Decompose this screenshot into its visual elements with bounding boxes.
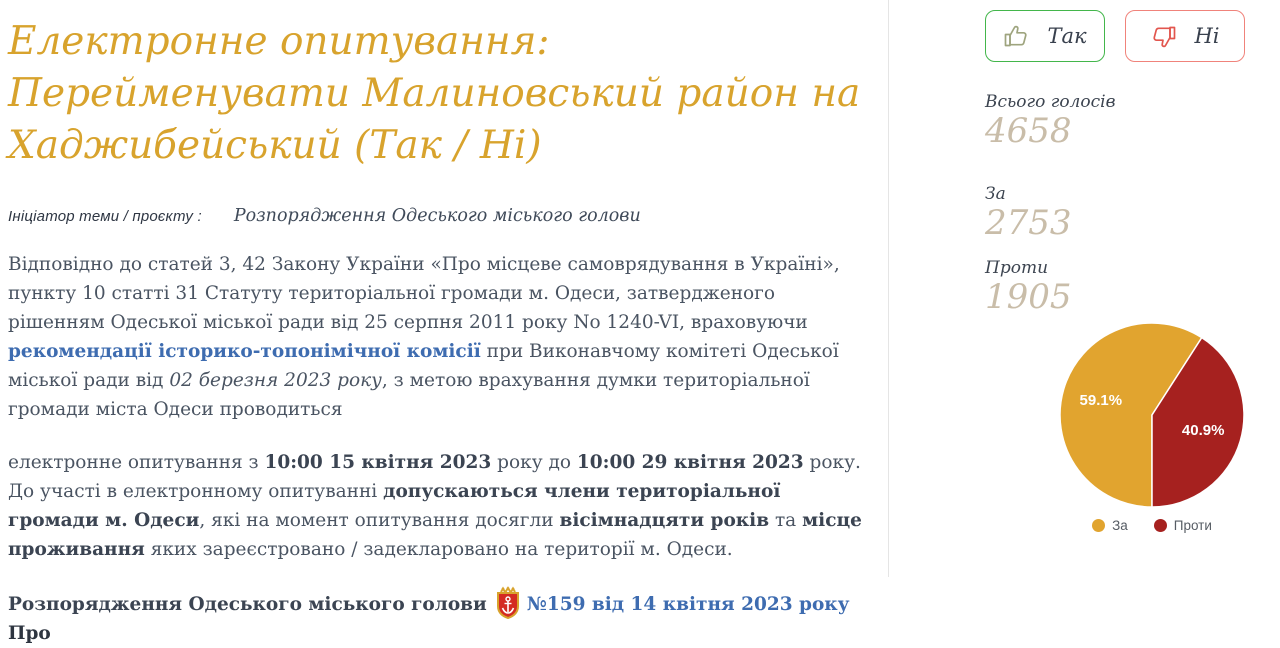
text-segment: Про bbox=[8, 623, 51, 644]
end-datetime: 10:00 29 квітня 2023 bbox=[576, 452, 804, 473]
vote-pie-chart bbox=[1057, 320, 1247, 533]
residence-bold: місце проживання bbox=[8, 510, 862, 560]
vertical-divider bbox=[888, 0, 889, 577]
odesa-coat-of-arms-icon bbox=[495, 587, 521, 619]
text-segment: , які на момент опитування досягли bbox=[199, 510, 560, 531]
initiator-value: Розпорядження Одеського міського голови bbox=[233, 206, 641, 226]
page-title bbox=[8, 16, 876, 172]
title-line: Хаджибейський (Так / Ні) bbox=[8, 123, 542, 168]
legend-item bbox=[1154, 518, 1212, 533]
text-segment: року. До участі в електронному опитуванні bbox=[8, 452, 861, 502]
main-content bbox=[8, 0, 876, 648]
pie-legend bbox=[1057, 518, 1247, 533]
order-number-link[interactable]: №159 від 14 квітня 2023 року bbox=[526, 594, 850, 615]
order-title-bold: Розпорядження Одеського міського голови bbox=[8, 594, 487, 615]
paragraph-order bbox=[8, 587, 876, 648]
pie-chart-svg bbox=[1057, 320, 1247, 510]
start-datetime: 10:00 15 квітня 2023 bbox=[264, 452, 492, 473]
text-segment: електронне опитування з bbox=[8, 452, 265, 473]
total-votes-value: 4658 bbox=[985, 111, 1072, 151]
thumbs-up-icon bbox=[1003, 23, 1030, 50]
vote-yes-label: Так bbox=[1047, 24, 1087, 48]
text-segment: Відповідно до статей 3, 42 Закону України «Про місцеве самоврядування в Україні», пункту 10 статті 31 Статуту територіальної громади м. Одеси, затвердженого рішенням Одеської міської ради від 25 серпня 2011 року No 1240-VI, враховуючи bbox=[8, 254, 840, 333]
total-votes-stat bbox=[985, 92, 1115, 151]
eligibility-bold: допускаються члени територіальної громади м. Одеси bbox=[8, 481, 781, 531]
initiator-row bbox=[8, 206, 876, 226]
vote-buttons-row bbox=[985, 10, 1245, 62]
commission-recommendations-link[interactable]: рекомендації історико-топонімічної комісії bbox=[8, 341, 481, 362]
legend-dot-icon bbox=[1154, 519, 1167, 532]
votes-against-value: 1905 bbox=[985, 277, 1072, 317]
initiator-label: Ініціатор теми / проєкту : bbox=[8, 208, 202, 225]
date-emphasis: 02 березня 2023 року bbox=[169, 370, 382, 391]
votes-against-stat bbox=[985, 258, 1072, 317]
thumbs-down-icon bbox=[1150, 23, 1177, 50]
vote-sidebar bbox=[985, 0, 1265, 577]
votes-for-label: За bbox=[985, 184, 1006, 204]
title-line: Електронне опитування: bbox=[8, 19, 550, 64]
legend-label: За bbox=[1112, 518, 1128, 533]
vote-no-label: Ні bbox=[1194, 24, 1220, 48]
text-segment: та bbox=[769, 510, 803, 531]
vote-no-button[interactable] bbox=[1125, 10, 1245, 62]
legend-label: Проти bbox=[1173, 518, 1212, 533]
pie-slice-label: 40.9% bbox=[1181, 422, 1225, 439]
paragraph-schedule bbox=[8, 448, 876, 564]
votes-for-value: 2753 bbox=[985, 203, 1072, 243]
legend-dot-icon bbox=[1092, 519, 1105, 532]
votes-for-stat bbox=[985, 184, 1072, 243]
text-segment: , з метою врахування думки територіальної громади міста Одеси проводиться bbox=[8, 370, 810, 420]
text-segment: при Виконавчому комітеті Одеської міської ради від bbox=[8, 341, 839, 391]
age-bold: вісімнадцяти років bbox=[559, 510, 770, 531]
pie-slice-label: 59.1% bbox=[1079, 392, 1123, 409]
vote-yes-button[interactable] bbox=[985, 10, 1105, 62]
title-line: Перейменувати Малиновський район на bbox=[8, 71, 861, 116]
text-segment: яких зареєстровано / задекларовано на території м. Одеси. bbox=[144, 539, 733, 560]
votes-against-label: Проти bbox=[985, 258, 1049, 278]
legend-item bbox=[1092, 518, 1128, 533]
paragraph-legal-basis bbox=[8, 250, 876, 424]
text-segment: року до bbox=[491, 452, 577, 473]
total-votes-label: Всього голосів bbox=[985, 92, 1116, 112]
